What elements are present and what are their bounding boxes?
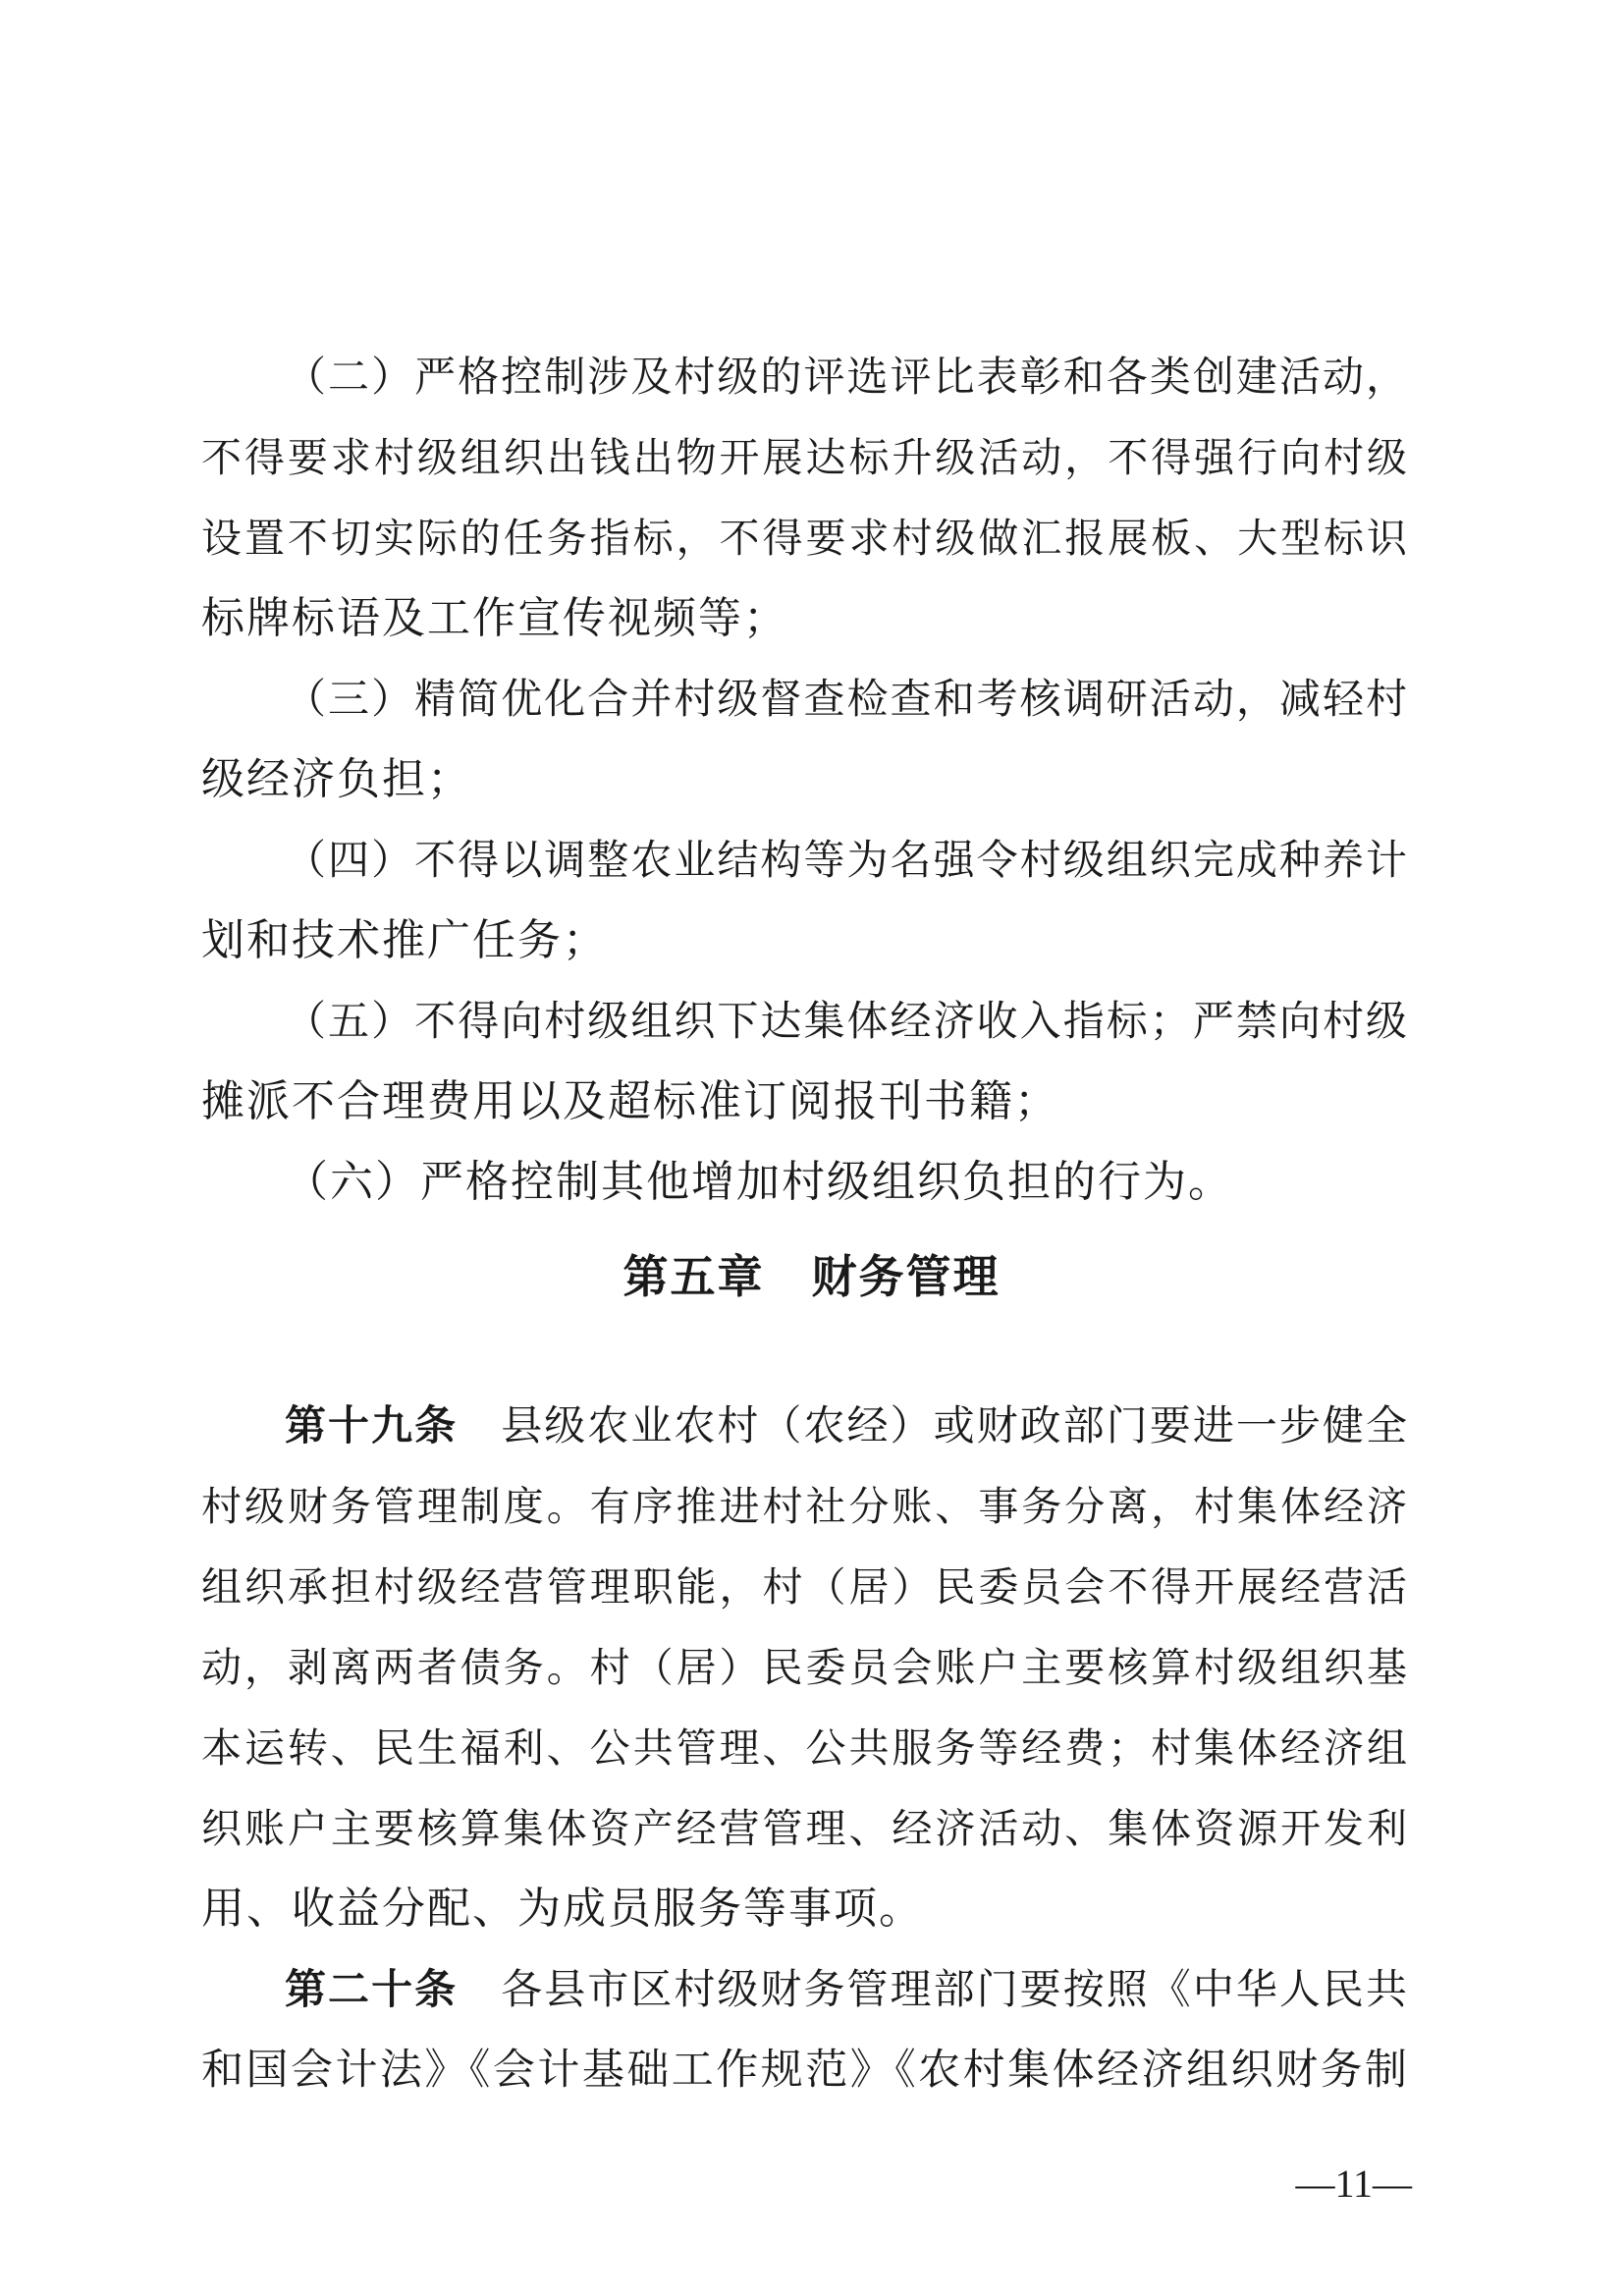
- item-3-line-2: 级经济负担；: [201, 754, 472, 804]
- item-5-line-1: （五）不得向村级组织下达集体经济收入指标；严禁向村级: [285, 997, 1409, 1045]
- article-19-line-7: 用、收益分配、为成员服务等事项。: [201, 1884, 924, 1934]
- article-19-line-4: 动，剥离两者债务。村（居）民委员会账户主要核算村级组织基: [201, 1644, 1409, 1691]
- page-number: —11—: [1295, 2161, 1412, 2206]
- article-20-first-text: 各县市区村级财务管理部门要按照《中华人民共: [501, 1965, 1409, 2013]
- article-20-line-2: 和国会计法》《会计基础工作规范》《农村集体经济组织财务制: [201, 2046, 1409, 2095]
- article-19-line-2: 村级财务管理制度。有序推进村社分账、事务分离，村集体经济: [201, 1483, 1409, 1530]
- item-6-line-1: （六）严格控制其他增加村级组织负担的行为。: [285, 1157, 1233, 1207]
- article-19-head: 第十九条: [285, 1401, 459, 1449]
- item-3-line-1: （三）精简优化合并村级督查检查和考核调研活动，减轻村: [285, 675, 1409, 723]
- item-4-line-2: 划和技术推广任务；: [201, 915, 608, 965]
- item-2-line-1: （二）严格控制涉及村级的评选评比表彰和各类创建活动，: [285, 353, 1409, 401]
- item-4-line-1: （四）不得以调整农业结构等为名强令村级组织完成种养计: [285, 836, 1409, 884]
- article-20-line-1: [285, 1958, 1409, 2021]
- article-19-line-3: 组织承担村级经营管理职能，村（居）民委员会不得开展经营活: [201, 1563, 1409, 1611]
- item-2-line-2: 不得要求村级组织出钱出物开展达标升级活动，不得强行向村级: [201, 434, 1409, 481]
- article-19-line-6: 织账户主要核算集体资产经营管理、经济活动、集体资源开发利: [201, 1805, 1409, 1852]
- article-19-first-text: 县级农业农村（农经）或财政部门要进一步健全: [501, 1401, 1409, 1449]
- article-19-line-1: [285, 1394, 1409, 1457]
- chapter-heading: 第五章 财务管理: [622, 1250, 1001, 1303]
- article-19-line-5: 本运转、民生福利、公共管理、公共服务等经费；村集体经济组: [201, 1724, 1409, 1772]
- item-2-line-3: 设置不切实际的任务指标，不得要求村级做汇报展板、大型标识: [201, 515, 1409, 562]
- item-2-line-4: 标牌标语及工作宣传视频等；: [201, 593, 788, 643]
- item-5-line-2: 摊派不合理费用以及超标准订阅报刊书籍；: [201, 1076, 1059, 1126]
- article-20-head: 第二十条: [285, 1965, 459, 2013]
